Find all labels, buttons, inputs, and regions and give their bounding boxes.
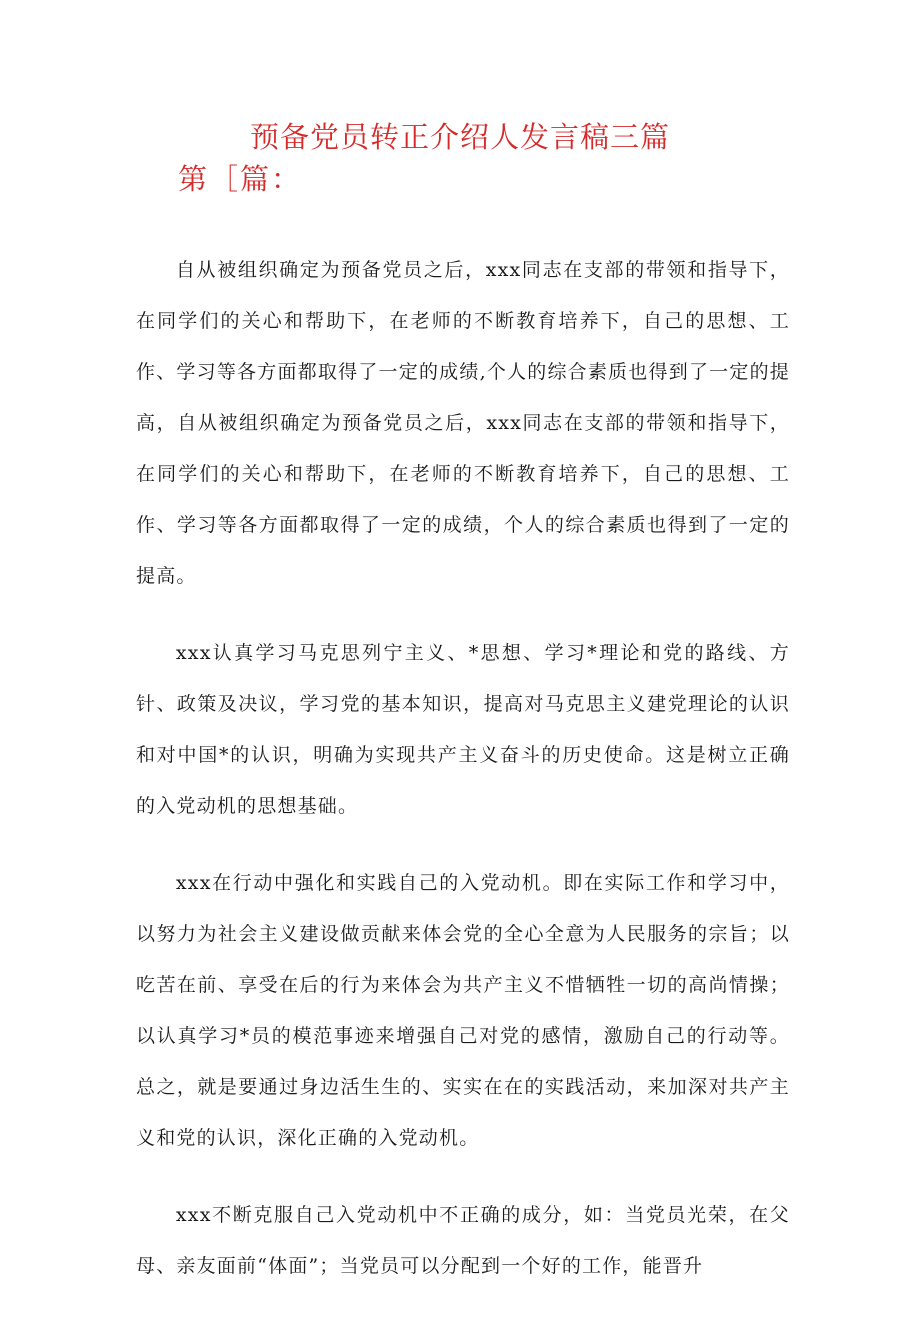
paragraph-3: xxx在行动中强化和实践自己的入党动机。即在实际工作和学习中，以努力为社会主义建设做贡献来体会党的全心全意为人民服务的宗旨；以吃苦在前、享受在后的行为来体会为共产主义不惜牺牲一切的高尚情操；以认真学习*员的模范事迹来增强自己对党的感情，激励自己的行动等。总之，就是要通过身边活生生的、实实在在的实践活动，来加深对共产主义和党的认识，深化正确的入党动机。 [136, 872, 790, 1149]
paragraph-2: xxx认真学习马克思列宁主义、*思想、学习*理论和党的路线、方针、政策及决议，学习党的基本知识，提高对马克思主义建党理论的认识和对中国*的认识，明确为实现共产主义奋斗的历史使命。这是树立正确的入党动机的思想基础。 [136, 642, 790, 817]
document-title: 预备党员转正介绍人发言稿三篇 [249, 120, 670, 154]
section-heading: 第［篇： [178, 162, 303, 196]
paragraph-4: xxx不断克服自己入党动机中不正确的成分，如：当党员光荣，在父母、亲友面前“体面”；当党员可以分配到一个好的工作，能晋升 [136, 1204, 790, 1277]
document-body [136, 245, 790, 1318]
paragraph-1: 自从被组织确定为预备党员之后，xxx同志在支部的带领和指导下，在同学们的关心和帮助下，在老师的不断教育培养下，自己的思想、工作、学习等各方面都取得了一定的成绩,个人的综合素质也得到了一定的提高，自从被组织确定为预备党员之后，xxx同志在支部的带领和指导下，在同学们的关心和帮助下，在老师的不断教育培养下，自己的思想、工作、学习等各方面都取得了一定的成绩，个人的综合素质也得到了一定的提高。 [136, 259, 790, 587]
